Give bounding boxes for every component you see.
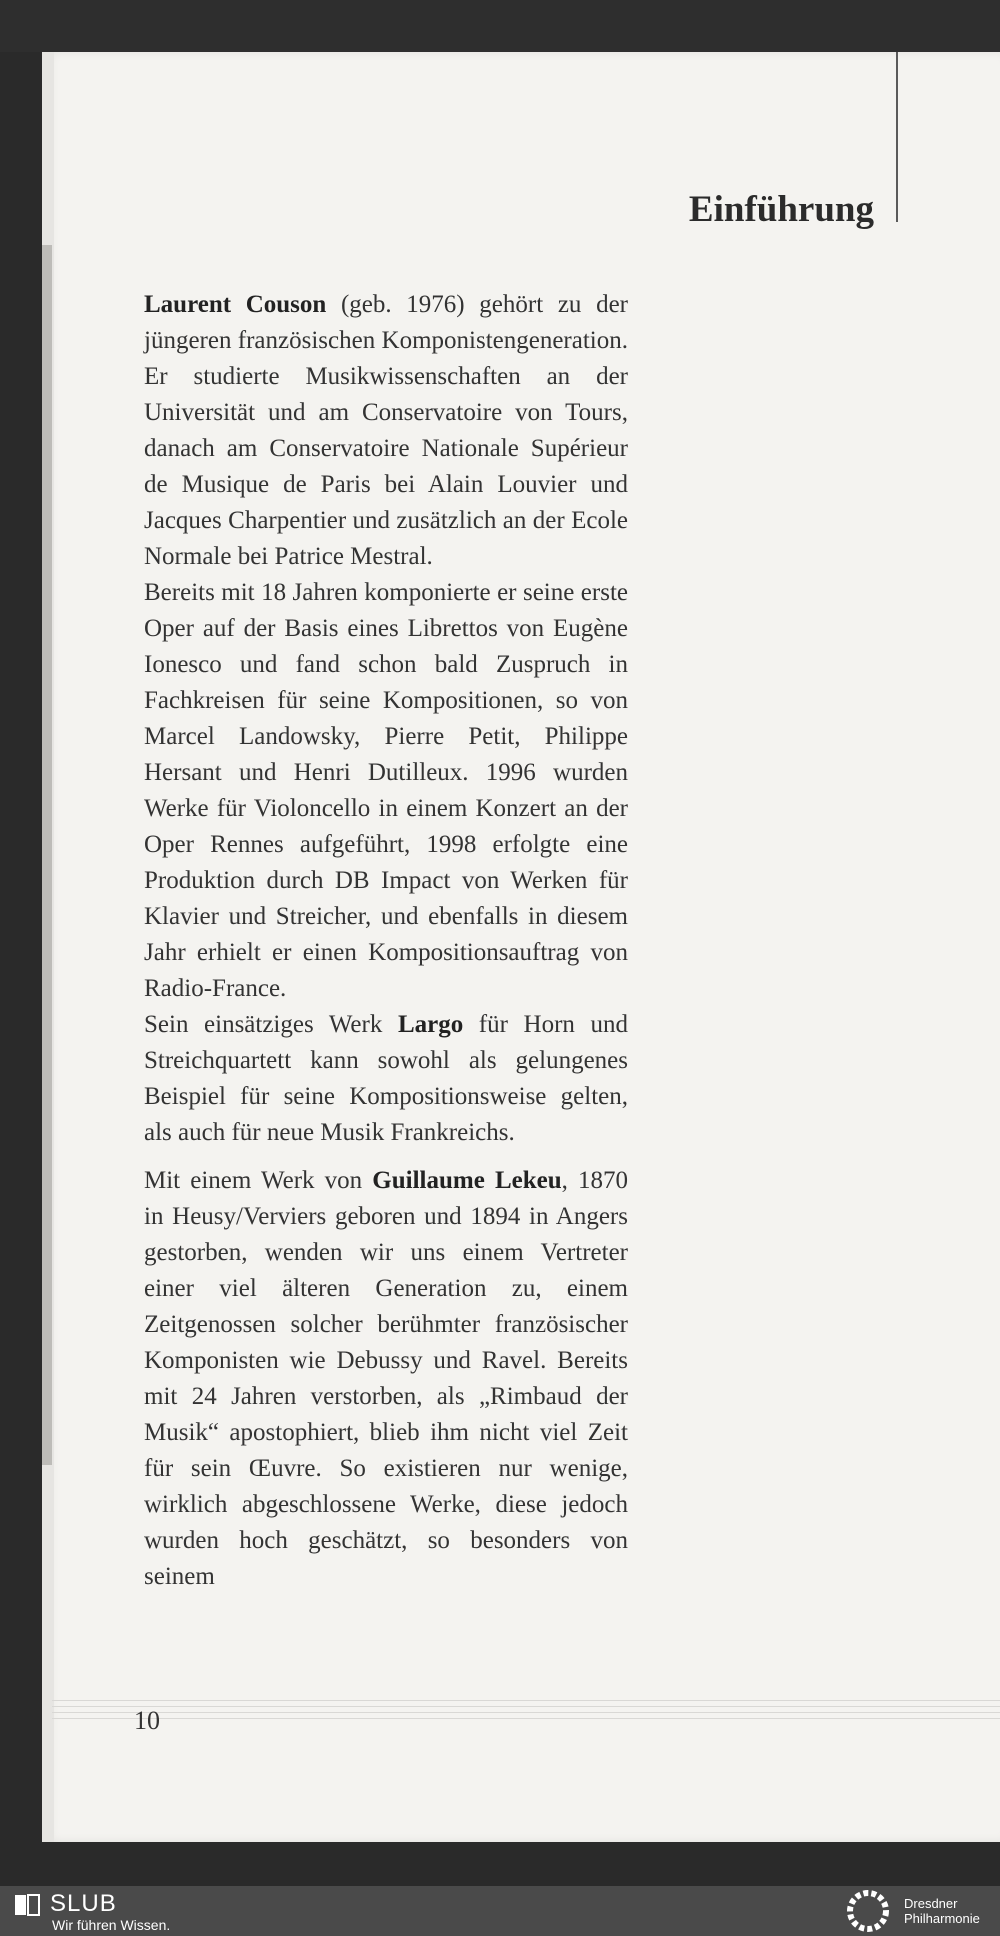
text-run: , 1870 in Heusy/Verviers geboren und 1894 in Angers gestorben, wenden wir uns einem Vertreter einer viel älteren Generation zu, einem Zeitgenossen solcher berühmter französischer Komponisten wie Debussy und Ravel. Bereits mit 24 Jahren verstorben, als „Rimbaud der Musik“ apostophiert, blieb ihm nicht viel Zeit für sein Œuvre. So existieren nur wenige, wirklich abgeschlossene Werke, diese jedoch wurden hoch geschätzt, so besonders von seinem: [144, 1167, 629, 1590]
text-run: Sein einsätziges Werk: [144, 1011, 398, 1038]
paragraph-largo: [144, 1007, 628, 1151]
philharmonie-logo-icon: [842, 1890, 894, 1932]
page-binding-shadow: [42, 245, 52, 1465]
bold-name: Laurent Couson: [144, 291, 327, 318]
body-text: [144, 287, 628, 1595]
paragraph-couson-career: [144, 575, 628, 1007]
partner-name-line1: Dresdner: [904, 1896, 958, 1911]
paragraph-couson-bio: [144, 287, 628, 575]
bold-name: Guillaume Lekeu: [372, 1167, 562, 1194]
text-run: für Horn und Streichquartett kann sowohl als gelungenes Beispiel für seine Kompositionsweise gelten, als auch für neue Musik Frankreichs.: [144, 1011, 628, 1146]
page-number: 10: [134, 1706, 160, 1735]
text-run: (geb. 1976) gehört zu der jüngeren französischen Komponistengeneration. Er studierte Musikwissenschaften an der Universität und am Conservatoire von Tours, danach am Conservatoire Nationale Supérieur de Musique de Paris bei Alain Louvier und Jacques Charpentier und zusätzlich an der Ecole Normale bei Patrice Mestral.: [144, 291, 629, 570]
footer-bar: [0, 1886, 1000, 1936]
paragraph-lekeu: [144, 1163, 628, 1595]
slub-book-icon: [14, 1894, 40, 1916]
text-run: Bereits mit 18 Jahren komponierte er seine erste Oper auf der Basis eines Librettos von Eugène Ionesco und fand schon bald Zuspruch in Fachkreisen für seine Kompositionen, so von Marcel Landowsky, Pierre Petit, Philippe Hersant und Henri Dutilleux. 1996 wurden Werke für Violoncello in einem Konzert an der Oper Rennes aufgeführt, 1998 erfolgte eine Produktion durch DB Impact von Werken für Klavier und Streicher, und ebenfalls in diesem Jahr erhielt er einen Kompositionsauftrag von Radio-France.: [144, 579, 628, 1002]
page-fold-line: [896, 52, 898, 222]
slub-logo-text[interactable]: SLUB: [50, 1890, 117, 1917]
text-run: Mit einem Werk von: [144, 1167, 373, 1194]
partner-name-line2: Philharmonie: [904, 1911, 980, 1926]
section-heading: Einführung: [688, 189, 874, 230]
slub-tagline: Wir führen Wissen.: [52, 1917, 171, 1933]
scan-background-top: [0, 0, 1000, 52]
bold-name: Largo: [397, 1011, 464, 1038]
footer-rule-lines: [52, 1700, 1000, 1726]
